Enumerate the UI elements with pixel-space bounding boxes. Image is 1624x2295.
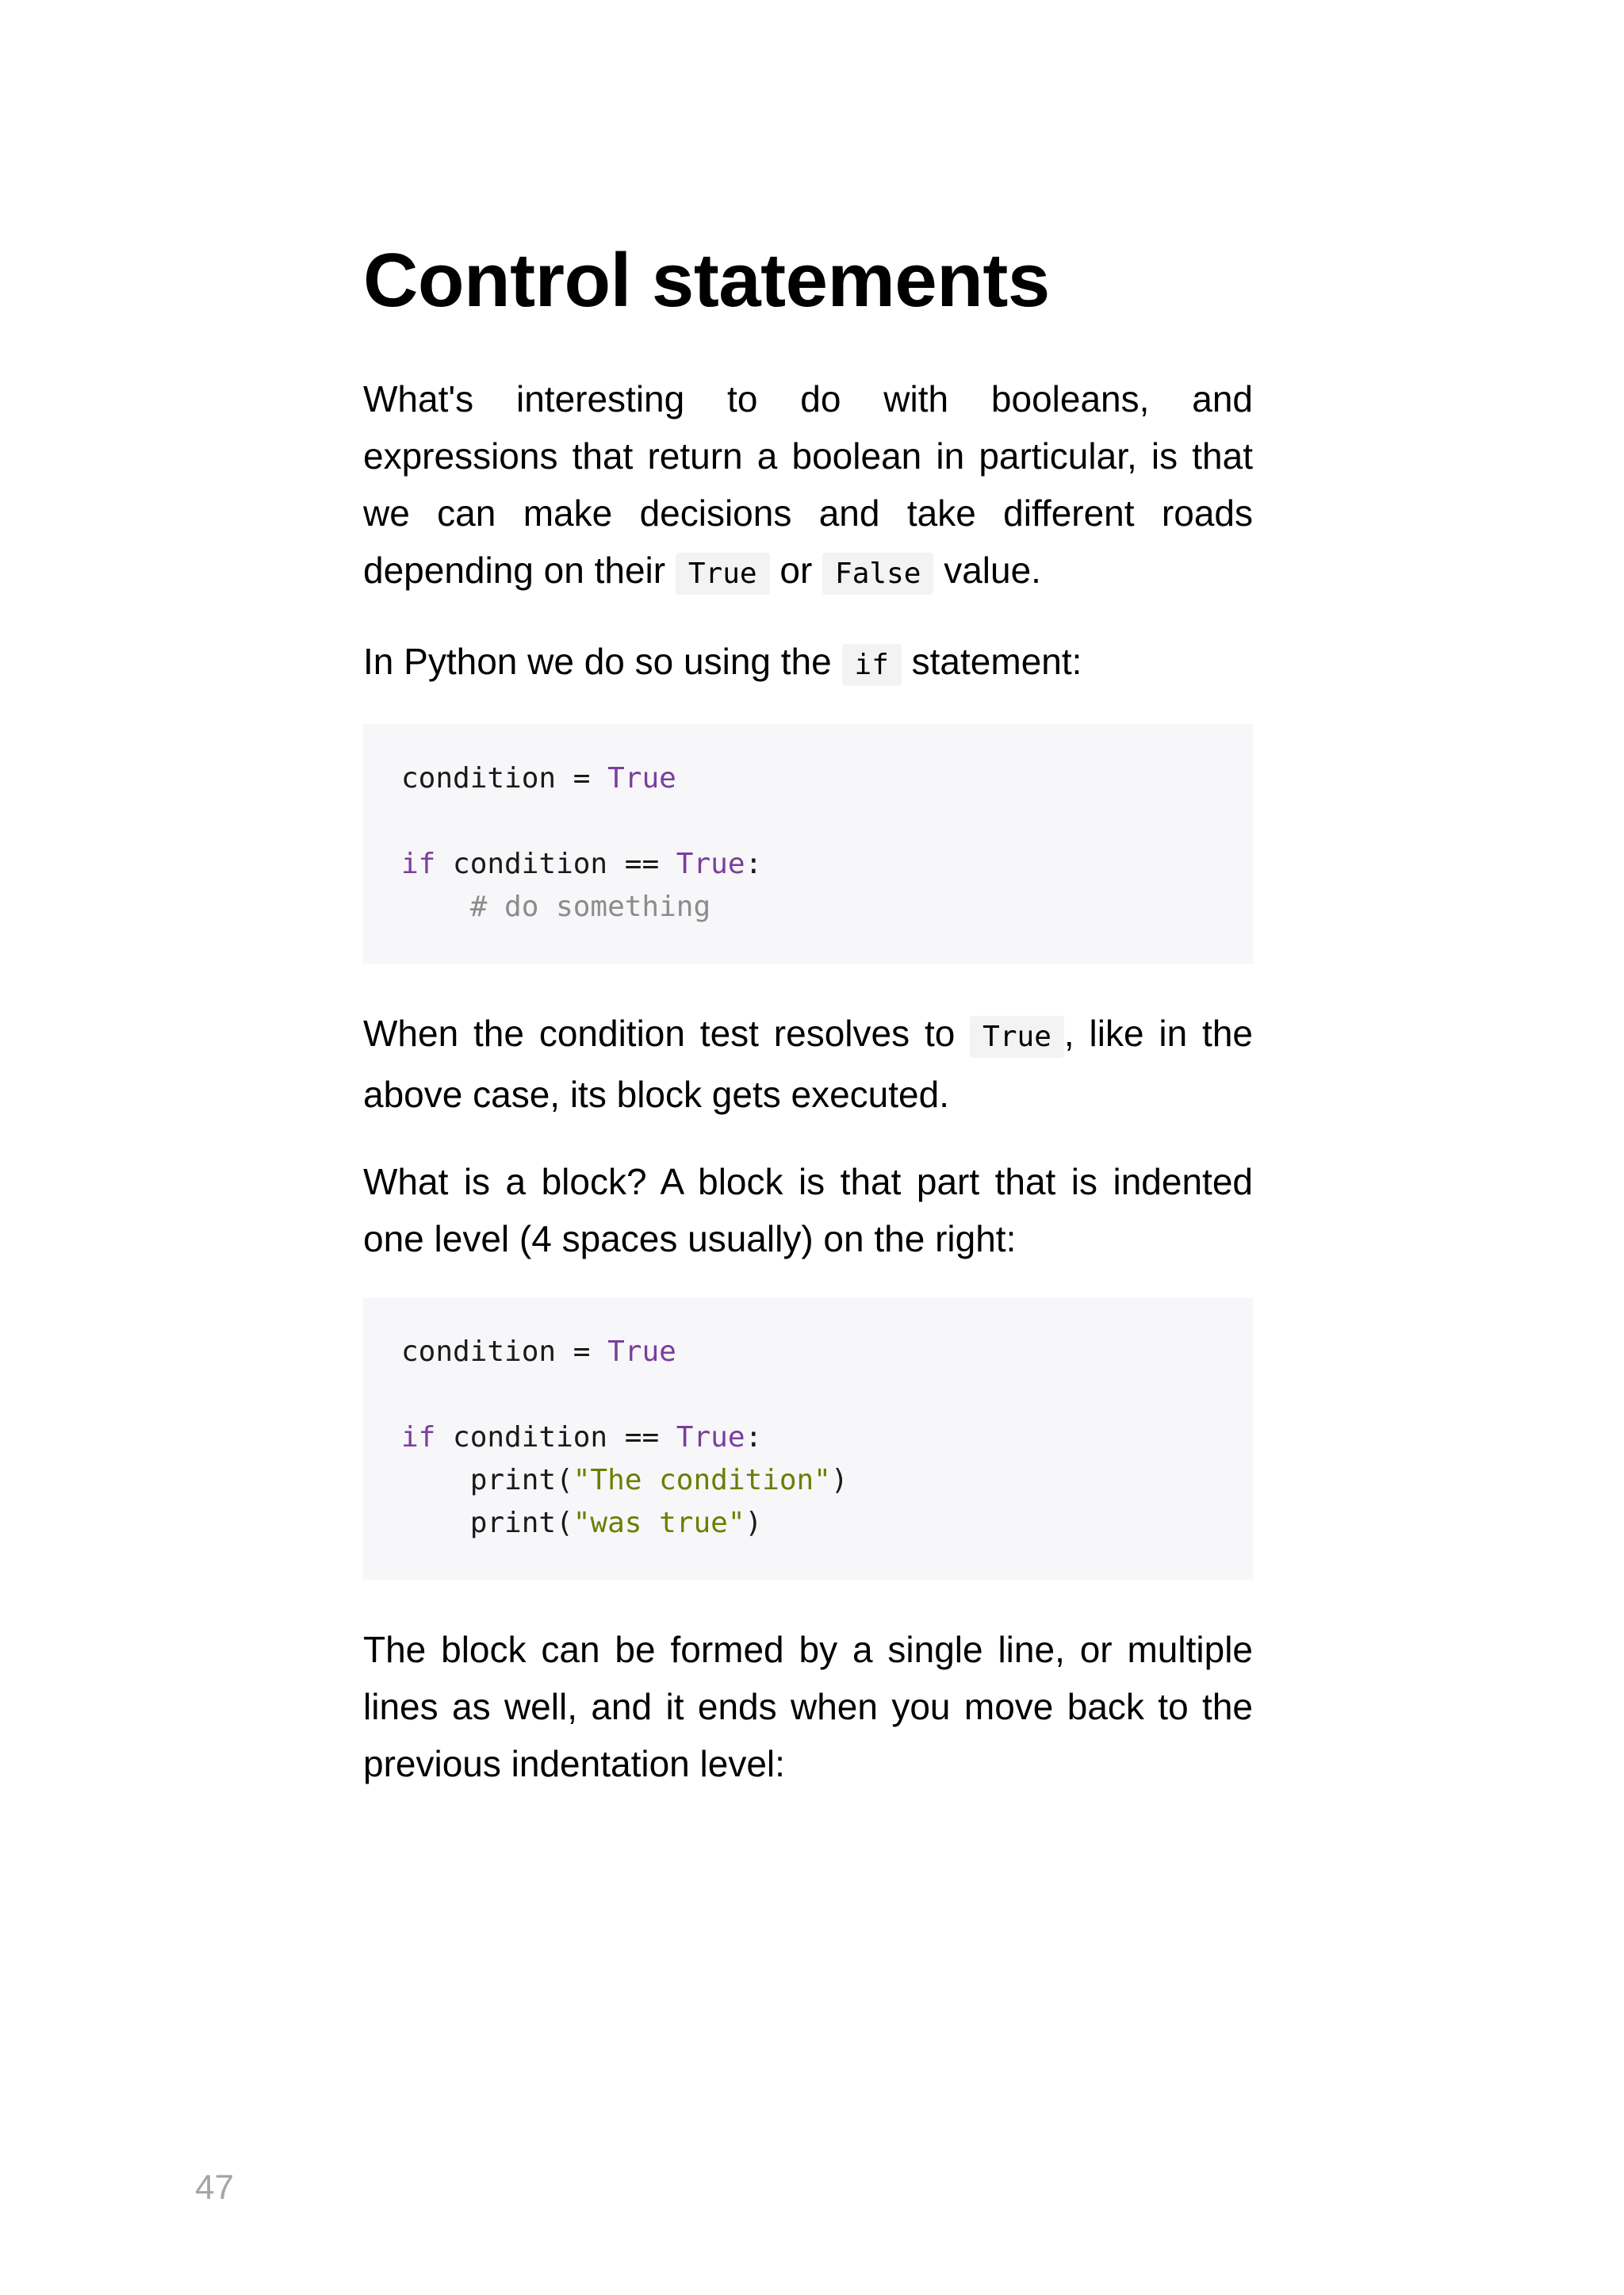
code-text: condition = (401, 1335, 608, 1369)
code-text: : (745, 848, 763, 881)
paragraph-text: What's interesting to do with booleans, and expressions that return a boolean in particular, is that we can make decisions and take different roads depending on their (363, 378, 1253, 592)
paragraph-text: In Python we do so using the (363, 641, 842, 683)
paragraph-text: When the condition test resolves to (363, 1013, 971, 1055)
inline-code-if: if (842, 644, 902, 686)
code-text: condition == (435, 848, 676, 881)
code-text: ) (830, 1464, 848, 1497)
code-keyword: True (607, 1335, 676, 1369)
code-text: : (745, 1421, 763, 1454)
paragraph-block-definition: What is a block? A block is that part that is indented one level (4 spaces usually) on the right: (363, 1161, 1253, 1260)
paragraph-text: statement: (901, 641, 1082, 683)
code-keyword: if (401, 1421, 436, 1454)
page-content (363, 235, 1253, 1822)
code-keyword: True (676, 1421, 745, 1454)
code-block-2 (363, 1297, 1253, 1580)
inline-code-true: True (676, 553, 770, 595)
code-comment: # do something (401, 891, 711, 924)
code-keyword: True (607, 762, 676, 795)
paragraph-text: , like in the above case, its block gets executed. (363, 1013, 1253, 1116)
paragraph-text: value. (933, 550, 1041, 592)
code-text: ) (745, 1507, 763, 1540)
inline-code-true: True (970, 1016, 1064, 1058)
paragraph-block-lines: The block can be formed by a single line, or multiple lines as well, and it ends when you move back to the previous indentation level: (363, 1629, 1253, 1785)
code-keyword: if (401, 848, 436, 881)
code-text: print( (401, 1507, 573, 1540)
paragraph-condition-true (363, 1005, 1253, 1123)
paragraph-text: or (769, 550, 823, 592)
code-text: condition == (435, 1421, 676, 1454)
paragraph-if-statement (363, 633, 1253, 694)
code-text: print( (401, 1464, 573, 1497)
inline-code-false: False (822, 553, 933, 595)
code-block-1 (363, 724, 1253, 964)
code-keyword: True (676, 848, 745, 881)
page-title: Control statements (363, 238, 1050, 323)
page-number: 47 (195, 2168, 234, 2207)
paragraph-booleans (363, 370, 1253, 603)
code-string: "The condition" (573, 1464, 831, 1497)
code-text: condition = (401, 762, 608, 795)
code-string: "was true" (573, 1507, 745, 1540)
